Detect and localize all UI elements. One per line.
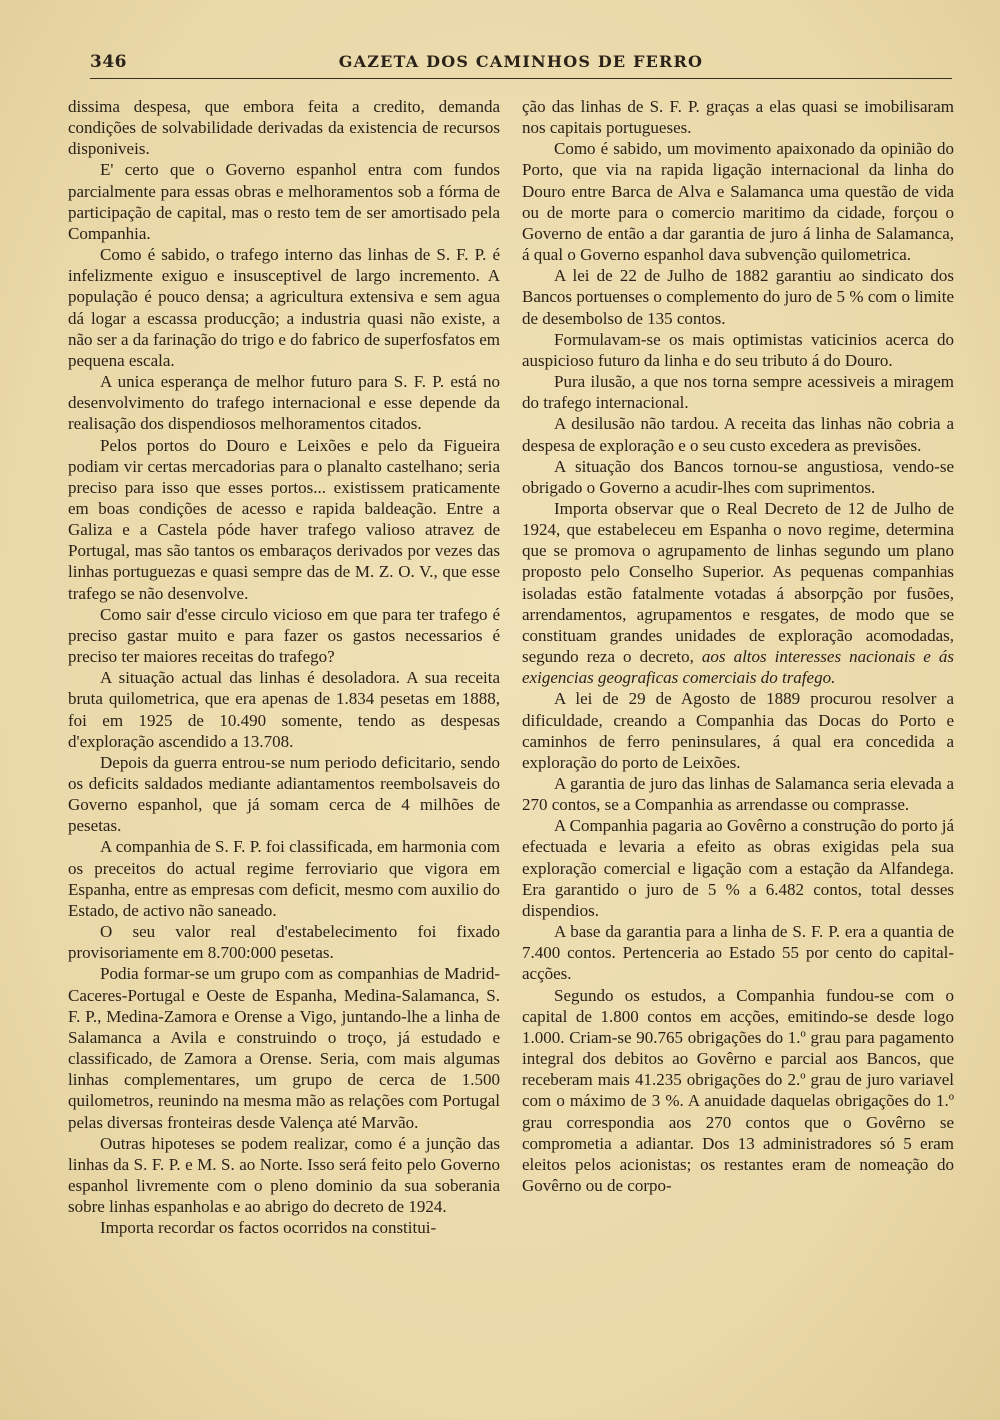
paragraph: dissima despesa, que embora feita a credito, demanda condições de solvabilidade derivadas da existencia de recursos disponiveis. (68, 97, 500, 159)
paragraph: A Companhia pagaria ao Govêrno a construção do porto já efectuada e levaria a efeito as obras exigidas pela sua exploração comercial e ligação com a estação da Alfandega. Era garantido o juro de 5 % a 6.482 contos, total desses dispendios. (522, 816, 954, 920)
paragraph: A companhia de S. F. P. foi classificada, em harmonia com os preceitos do actual regime ferroviario que vigora em Espanha, entre as empresas com deficit, mesmo com auxilio do Estado, de activo não saneado. (68, 837, 500, 920)
decree-quote: aos altos interesses nacionais e ás exigencias geograficas comerciais do trafego. (522, 647, 954, 688)
paragraph: Como sair d'esse circulo vicioso em que para ter trafego é preciso gastar muito e para fazer os gastos necessarios é preciso ter maiores receitas do trafego? (68, 604, 500, 667)
right-column (522, 96, 954, 1196)
paragraph: Depois da guerra entrou-se num periodo deficitario, sendo os deficits saldados mediante adiantamentos reembolsaveis do Governo espanhol, que já somam cerca de 4 milhões de pesetas. (68, 752, 500, 836)
paragraph: Pelos portos do Douro e Leixões e pelo da Figueira podiam vir certas mercadorias para o planalto castelhano; seria preciso para isso que esses portos... existissem praticamente em boas condições de acesso e rapida baldeação. Entre a Galiza e a Castela póde haver trafego valioso atravez de Portugal, mas são tantos os embaraços derivados por vezes das linhas portuguezas e quasi sempre das de M. Z. O. V., que esse trafego se não desenvolve. (68, 435, 500, 603)
journal-title: GAZETA DOS CAMINHOS DE FERRO (338, 52, 704, 71)
paragraph: A lei de 22 de Julho de 1882 garantiu ao sindicato dos Bancos portuenses o complemento do juro de 5 % com o limite de desembolso de 135 contos. (522, 266, 954, 328)
paragraph: A situação actual das linhas é desoladora. A sua receita bruta quilometrica, que era apenas de 1.834 pesetas em 1888, foi em 1925 de 10.490 somente, tendo as despesas d'exploração ascendido a 13.708. (68, 668, 500, 751)
paragraph: ção das linhas de S. F. P. graças a elas quasi se imobilisaram nos capitais portugueses. (522, 97, 954, 138)
paragraph: Pura ilusão, a que nos torna sempre acessiveis a miragem do trafego internacional. (522, 372, 954, 413)
paragraph: A garantia de juro das linhas de Salamanca seria elevada a 270 contos, se a Companhia as arrendasse ou comprasse. (522, 774, 954, 815)
paragraph: Outras hipoteses se podem realizar, como é a junção das linhas da S. F. P. e M. S. ao Norte. Isso será feito pelo Governo espanhol livremente com o pleno dominio da sua soberania sobre linhas espanholas e ao abrigo do decreto de 1924. (68, 1133, 500, 1217)
paragraph: Como é sabido, o trafego interno das linhas de S. F. P. é infelizmente exiguo e insusceptivel de largo incremento. A população é pouco densa; a agricultura extensiva e sem agua dá logar a escassa producção; a industria quasi não existe, a não ser a da farinação do trigo e do fabrico de superfosfatos em pequena escala. (68, 245, 500, 370)
paragraph: A desilusão não tardou. A receita das linhas não cobria a despesa de exploração e o seu custo excedera as previsões. (522, 414, 954, 455)
paragraph: A situação dos Bancos tornou-se angustiosa, vendo-se obrigado o Governo a acudir-lhes com suprimentos. (522, 456, 954, 497)
paragraph: Formulavam-se os mais optimistas vaticinios acerca do auspicioso futuro da linha e do seu tributo á do Douro. (522, 329, 954, 370)
page-header (90, 52, 952, 79)
paragraph: Importa recordar os factos ocorridos na constitui- (100, 1218, 437, 1238)
page-number: 346 (90, 52, 127, 72)
paragraph: E' certo que o Governo espanhol entra com fundos parcialmente para essas obras e melhoramentos sob a fórma de participação de capital, mas o resto tem de ser amortisado pela Companhia. (68, 160, 500, 243)
paragraph: A lei de 29 de Agosto de 1889 procurou resolver a dificuldade, creando a Companhia das Docas do Porto e caminhos de ferro peninsulares, á qual era concedida a exploração do porto de Leixões. (522, 689, 954, 772)
paragraph: Segundo os estudos, a Companhia fundou-se com o capital de 1.800 contos em acções, emitindo-se desde logo 1.000. Criam-se 90.765 obrigações do 1.º grau para pagamento integral dos debitos ao Govêrno e parcial aos Bancos, que receberam mais 41.235 obrigações do 2.º grau de juro variavel com o máximo de 3 %. A anuidade daquelas obrigações do 1.º grau correspondia aos 270 contos que o Govêrno se comprometia a adiantar. Dos 13 administradores só 5 eram eleitos pelos acionistas; os restantes eram de nomeação do Govêrno ou de corpo- (522, 985, 954, 1195)
paragraph: O seu valor real d'estabelecimento foi fixado provisoriamente em 8.700:000 pesetas. (68, 922, 500, 963)
left-column (68, 96, 500, 1238)
decree-text: Importa observar que o Real Decreto de 12 de Julho de 1924, que estabeleceu em Espanha o novo regime, determina que se promova o agrupamento de linhas segundo um plano proposto pelo Conselho Superior. As pequenas companhias isoladas estão fatalmente votadas á absorpção por fusões, arrendamentos, agrupamentos e resgates, de modo que se constituam grandes unidades de exploração acomodadas, segundo reza o decreto, (522, 498, 954, 667)
decree-paragraph (522, 498, 954, 688)
paragraph: Podia formar-se um grupo com as companhias de Madrid-Caceres-Portugal e Oeste de Espanha, Medina-Salamanca, S. F. P., Medina-Zamora e Orense a Vigo, juntando-lhe a linha de Salamanca a Avila e construindo o troço, já estudado e classificado, de Zamora a Orense. Seria, com mais algumas linhas complementares, um grupo de cerca de 1.500 quilometros, reunindo na mesma mão as relações com Portugal pelas diversas fronteiras desde Valença até Marvão. (68, 964, 500, 1132)
paragraph: A unica esperança de melhor futuro para S. F. P. está no desenvolvimento do trafego internacional e esse depende da realisação dos dispendiosos melhoramentos citados. (68, 372, 500, 434)
paragraph: Como é sabido, um movimento apaixonado da opinião do Porto, que via na rapida ligação internacional da linha do Douro entre Barca de Alva e Salamanca uma questão de vida ou de morte para o comercio maritimo da cidade, forçou o Governo de então a dar garantia de juro á linha de Salamanca, á qual o Governo espanhol dava subvenção quilometrica. (522, 139, 954, 265)
paragraph: A base da garantia para a linha de S. F. P. era a quantia de 7.400 contos. Pertenceria ao Estado 55 por cento do capital-acções. (522, 922, 954, 984)
